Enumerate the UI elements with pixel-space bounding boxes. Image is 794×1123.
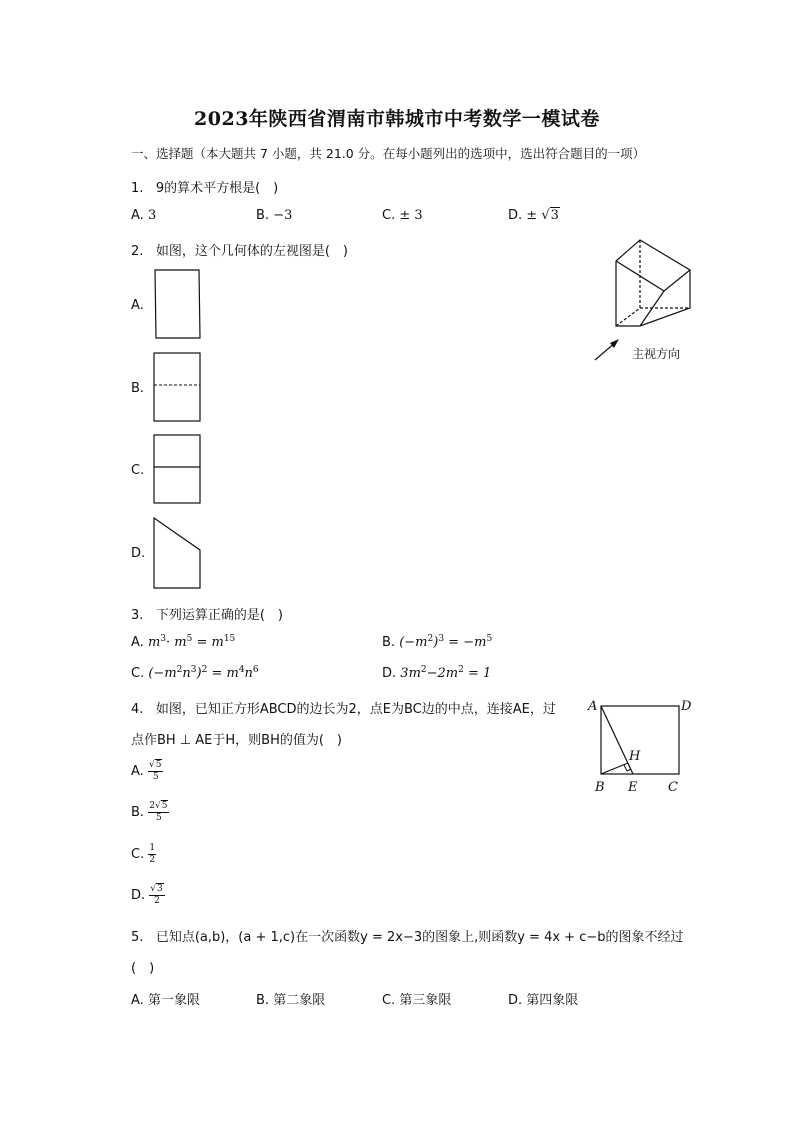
question-5	[131, 926, 684, 945]
option-label: C.	[382, 993, 396, 1008]
q5-option-c	[382, 989, 451, 1008]
q2-option-c-label: C.	[131, 463, 145, 478]
option-text: 3	[147, 208, 157, 223]
option-label: B.	[382, 635, 396, 650]
q2-figure-caption: 主视方向	[632, 347, 681, 361]
q3-option-d: D. $3m^2-2m^2 = 1$	[382, 665, 492, 681]
option-label: A.	[131, 993, 144, 1008]
option-label: A.	[131, 764, 144, 779]
fraction: $\frac{√3}{2}$	[150, 884, 163, 906]
question-number: 4.	[131, 702, 144, 717]
q1-option-c	[382, 208, 423, 223]
solid-outline	[616, 240, 690, 326]
label-e: E	[628, 780, 638, 795]
q2-option-b-label: B.	[131, 381, 145, 396]
q2-option-b-figure	[152, 351, 204, 423]
label-a: A	[588, 699, 598, 714]
question-4	[131, 698, 556, 717]
q5-option-b	[256, 989, 325, 1008]
q3-option-b: B. $(-m^2)^3 = -m^5$	[382, 634, 493, 650]
q4-option-a	[131, 760, 163, 783]
fraction: $\frac{√5}{5}$	[148, 760, 162, 782]
option-label: D.	[131, 888, 146, 903]
solid-edge	[664, 270, 690, 291]
radicand: 3	[550, 208, 559, 223]
question-3	[131, 604, 283, 623]
option-label: B.	[256, 993, 270, 1008]
option-label: B.	[256, 208, 270, 223]
label-b: B	[595, 780, 605, 795]
q2-option-a-label: A.	[131, 298, 144, 313]
q4-square-figure	[585, 696, 695, 796]
q2-option-d-figure	[152, 516, 204, 590]
question-stem-line1: 已知点(a,b)，(a + 1,c)在一次函数y = 2x−3的图象上,则函数y = 4x + c−b的图象不经过	[155, 930, 684, 945]
q5-option-a	[131, 989, 200, 1008]
q4-option-d	[131, 884, 165, 907]
q3-option-c: C. $(-m^2n^3)^2 = m^4n^6$	[131, 665, 259, 681]
option-label: C.	[382, 208, 396, 223]
option-text: ± 3	[399, 208, 423, 223]
option-text: 第一象限	[147, 993, 200, 1008]
q3-option-a: A. $m^3\cdot m^5 = m^{15}$	[131, 634, 236, 650]
option-text: ±	[526, 208, 538, 223]
page-title: 2023年陕西省渭南市韩城市中考数学一模试卷	[194, 108, 600, 130]
question-4-line2: 点作BH ⊥ AE于H，则BH的值为( )	[131, 733, 343, 748]
option-label: D.	[382, 666, 397, 681]
section-heading: 一、选择题（本大题共 7 小题，共 21.0 分。在每小题列出的选项中，选出符合题目的一项）	[131, 146, 646, 161]
option-label: A.	[131, 208, 144, 223]
segment-bh	[601, 763, 628, 774]
option-label: D.	[508, 993, 523, 1008]
q2-option-c-figure	[152, 433, 204, 505]
question-stem-line1: 如图，已知正方形ABCD的边长为2，点E为BC边的中点，连接AE，过	[155, 702, 556, 717]
question-1	[131, 177, 278, 196]
hidden-edge	[616, 308, 640, 326]
option-text: −3	[273, 208, 293, 223]
q1-option-b	[256, 208, 292, 223]
q5-option-d	[508, 989, 578, 1008]
question-number: 5.	[131, 930, 144, 945]
label-d: D	[681, 699, 692, 714]
option-text: 第四象限	[526, 993, 579, 1008]
option-label: D.	[508, 208, 523, 223]
option-label: C.	[131, 666, 145, 681]
view-direction-arrow-icon	[595, 339, 619, 360]
question-2	[131, 240, 348, 259]
q4-option-b	[131, 801, 169, 824]
fraction: $\frac{1}{2}$	[149, 843, 156, 865]
q2-option-d-label: D.	[131, 546, 146, 561]
q1-option-d: D. ± √3	[508, 208, 559, 223]
label-h: H	[629, 749, 641, 764]
q1-option-a	[131, 208, 156, 223]
fraction: $\frac{2√5}{5}$	[149, 801, 168, 823]
question-stem: 下列运算正确的是( )	[155, 608, 283, 623]
question-number: 1.	[131, 181, 144, 196]
q4-option-c	[131, 843, 156, 866]
option-label: A.	[131, 635, 144, 650]
label-c: C	[668, 780, 678, 795]
question-stem: 如图，这个几何体的左视图是( )	[155, 244, 348, 259]
option-label: B.	[131, 805, 145, 820]
question-5-line2: ( )	[131, 961, 155, 976]
question-stem: 9的算术平方根是( )	[155, 181, 279, 196]
option-text: 第三象限	[399, 993, 452, 1008]
option-label: C.	[131, 847, 145, 862]
question-number: 2.	[131, 244, 144, 259]
q2-option-a-figure	[152, 268, 204, 340]
question-number: 3.	[131, 608, 144, 623]
option-text: 第二象限	[273, 993, 326, 1008]
